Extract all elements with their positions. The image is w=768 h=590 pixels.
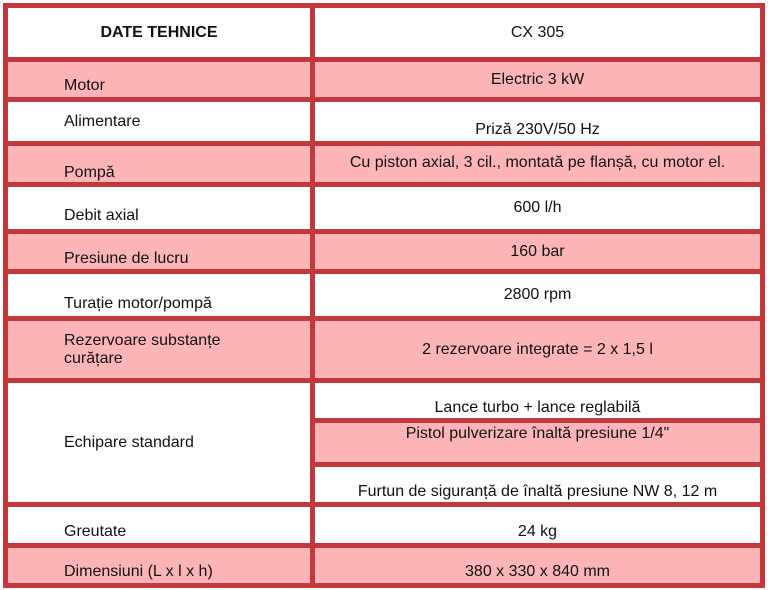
row-label-greutate [8, 507, 310, 543]
row-value-echipare-3 [315, 467, 760, 502]
row-label-motor [8, 62, 310, 97]
row-label: Dimensiuni (L x l x h) [64, 563, 213, 580]
row-value: 380 x 330 x 840 mm [465, 563, 610, 580]
row-label: Greutate [64, 523, 127, 540]
row-label-dimensiuni [8, 548, 310, 583]
row-value-echipare-2 [315, 423, 760, 462]
row-label-pompa [8, 146, 310, 182]
row-label-alimentare [8, 102, 310, 141]
row-label-presiune [8, 234, 310, 269]
row-label: Alimentare [64, 112, 141, 130]
row-value: Lance turbo + lance reglabilă [434, 399, 641, 416]
row-value-dimensiuni [315, 548, 760, 583]
row-value: 2800 rpm [503, 286, 572, 303]
row-value-greutate [315, 507, 760, 543]
row-value-turatie [315, 274, 760, 316]
row-value-alimentare [315, 102, 760, 141]
header-label: DATE TEHNICE [100, 23, 218, 41]
header-label-cell [8, 8, 310, 57]
row-value-echipare-1 [315, 383, 760, 418]
row-label-echipare [8, 383, 310, 502]
header-model-cell [315, 8, 760, 57]
header-model: CX 305 [510, 23, 565, 41]
row-label: Echipare standard [64, 433, 194, 451]
row-value: Pistol pulverizare înaltă presiune 1/4" [405, 425, 670, 442]
row-value: 160 bar [510, 242, 565, 260]
row-value: 24 kg [517, 523, 558, 540]
row-value: Priză 230V/50 Hz [475, 121, 600, 138]
row-value-presiune [315, 234, 760, 269]
row-value-rezervoare [315, 321, 760, 378]
row-label: Turație motor/pompă [64, 295, 212, 312]
row-value-motor [315, 62, 760, 97]
row-label: Presiune de lucru [64, 250, 189, 267]
row-value-pompa [315, 146, 760, 182]
row-value: 600 l/h [513, 199, 562, 216]
row-label: Debit axial [64, 207, 139, 224]
row-value: Cu piston axial, 3 cil., montată pe flanșă, cu motor el. [349, 154, 726, 171]
row-value-debit [315, 187, 760, 229]
row-label: Motor [64, 77, 105, 94]
row-label: Pompă [64, 164, 115, 181]
row-label-turatie [8, 274, 310, 316]
row-label-rezervoare [8, 321, 310, 378]
row-value: Electric 3 kW [490, 70, 585, 88]
row-label: Rezervoare substanțe curățare [64, 331, 221, 367]
row-value: 2 rezervoare integrate = 2 x 1,5 l [422, 340, 653, 358]
row-label-debit [8, 187, 310, 229]
row-value: Furtun de siguranță de înaltă presiune NW 8, 12 m [357, 483, 718, 500]
